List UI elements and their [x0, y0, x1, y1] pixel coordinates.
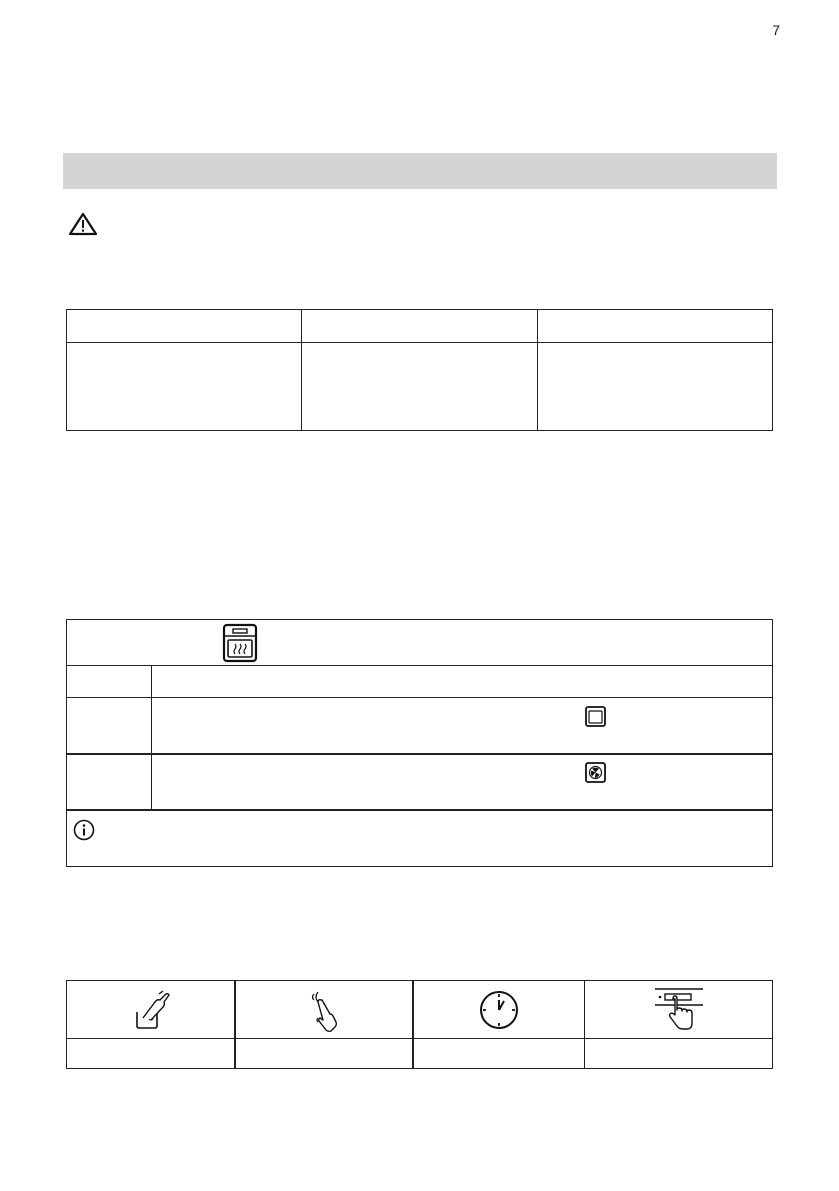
table-row [67, 698, 773, 754]
table-cell [67, 620, 773, 666]
table-cell [302, 310, 537, 343]
table-cell [67, 310, 302, 343]
table-cell [302, 343, 537, 431]
table-cell [67, 698, 152, 754]
table-header-row [67, 310, 773, 343]
table-cell [537, 343, 772, 431]
section-header-band [63, 153, 777, 189]
warning-triangle-icon [68, 212, 98, 236]
clock-icon [477, 988, 521, 1032]
table-cell [152, 666, 773, 698]
table-cell [67, 754, 152, 810]
hand-swipe-icon [304, 986, 344, 1034]
table-cell [67, 810, 773, 867]
table-row [67, 343, 773, 431]
table-cell [585, 981, 773, 1039]
table-cell [152, 698, 773, 754]
table-cell [413, 981, 585, 1039]
symbol-table [66, 980, 773, 1069]
table-row [67, 1039, 773, 1069]
oven-empty-icon [585, 706, 606, 727]
table-row [67, 810, 773, 867]
table-header-row [67, 620, 773, 666]
table-cell [537, 310, 772, 343]
fan-icon [585, 762, 606, 783]
hand-touch-water-icon [131, 988, 171, 1032]
table-cell [67, 981, 236, 1039]
table-cell [152, 754, 773, 810]
table-header-row [67, 981, 773, 1039]
table-cell [67, 1039, 236, 1069]
table-cell [413, 1039, 585, 1069]
info-icon [73, 819, 95, 841]
table-cell [235, 1039, 413, 1069]
oven-heat-mode-icon [222, 623, 258, 663]
table-cell [235, 981, 413, 1039]
table-row [67, 754, 773, 810]
spec-table [66, 309, 773, 431]
table-cell [585, 1039, 773, 1069]
page-number: 7 [772, 22, 780, 38]
table-cell [67, 343, 302, 431]
hand-touch-bar-icon [651, 986, 707, 1034]
table-row [67, 666, 773, 698]
function-table [66, 619, 773, 867]
table-cell [67, 666, 152, 698]
